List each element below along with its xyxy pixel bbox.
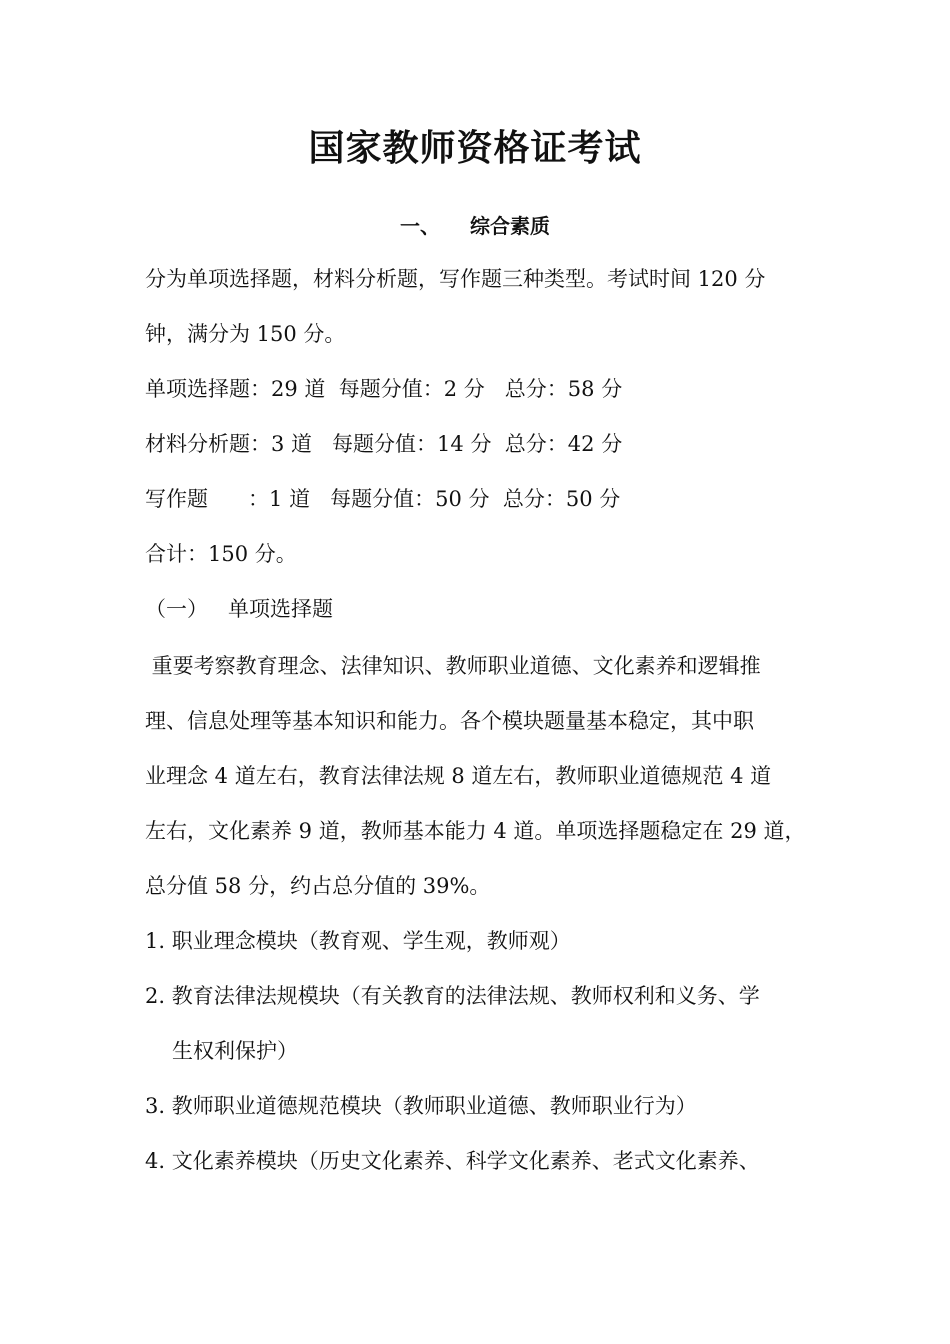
paragraph-line: 分为单项选择题，材料分析题，写作题三种类型。考试时间 120 分 — [145, 267, 766, 291]
section-heading — [0, 210, 950, 239]
paragraph-line: 左右，文化素养 9 道，教师基本能力 4 道。单项选择题稳定在 29 道， — [145, 819, 806, 843]
score-line-single-choice: 单项选择题：29 道 每题分值：2 分 总分：58 分 — [145, 377, 623, 401]
paragraph-line: 重要考察教育理念、法律知识、教师职业道德、文化素养和逻辑推 — [145, 654, 761, 678]
subsection-heading: （一） 单项选择题 — [145, 597, 334, 621]
paragraph-line: 钟，满分为 150 分。 — [145, 322, 346, 346]
list-item: 1. 职业理念模块（教育观、学生观，教师观） — [145, 929, 571, 953]
paragraph-line: 业理念 4 道左右，教育法律法规 8 道左右，教师职业道德规范 4 道 — [145, 764, 772, 788]
section-name: 综合素质 — [470, 214, 550, 238]
section-number: 一、 — [400, 214, 440, 238]
document-title: 国家教师资格证考试 — [308, 128, 642, 169]
paragraph-line: 理、信息处理等基本知识和能力。各个模块题量基本稳定，其中职 — [145, 709, 754, 733]
score-line-writing: 写作题 ：1 道 每题分值：50 分 总分：50 分 — [145, 487, 621, 511]
paragraph-line: 总分值 58 分，约占总分值的 39%。 — [145, 874, 491, 898]
total-line: 合计：150 分。 — [145, 542, 297, 566]
score-line-material-analysis: 材料分析题：3 道 每题分值：14 分 总分：42 分 — [145, 432, 623, 456]
list-item: 4. 文化素养模块（历史文化素养、科学文化素养、老式文化素养、 — [145, 1149, 760, 1173]
list-item-continuation: 生权利保护） — [172, 1039, 298, 1063]
list-item: 3. 教师职业道德规范模块（教师职业道德、教师职业行为） — [145, 1094, 697, 1118]
list-item: 2. 教育法律法规模块（有关教育的法律法规、教师权利和义务、学 — [145, 984, 760, 1008]
